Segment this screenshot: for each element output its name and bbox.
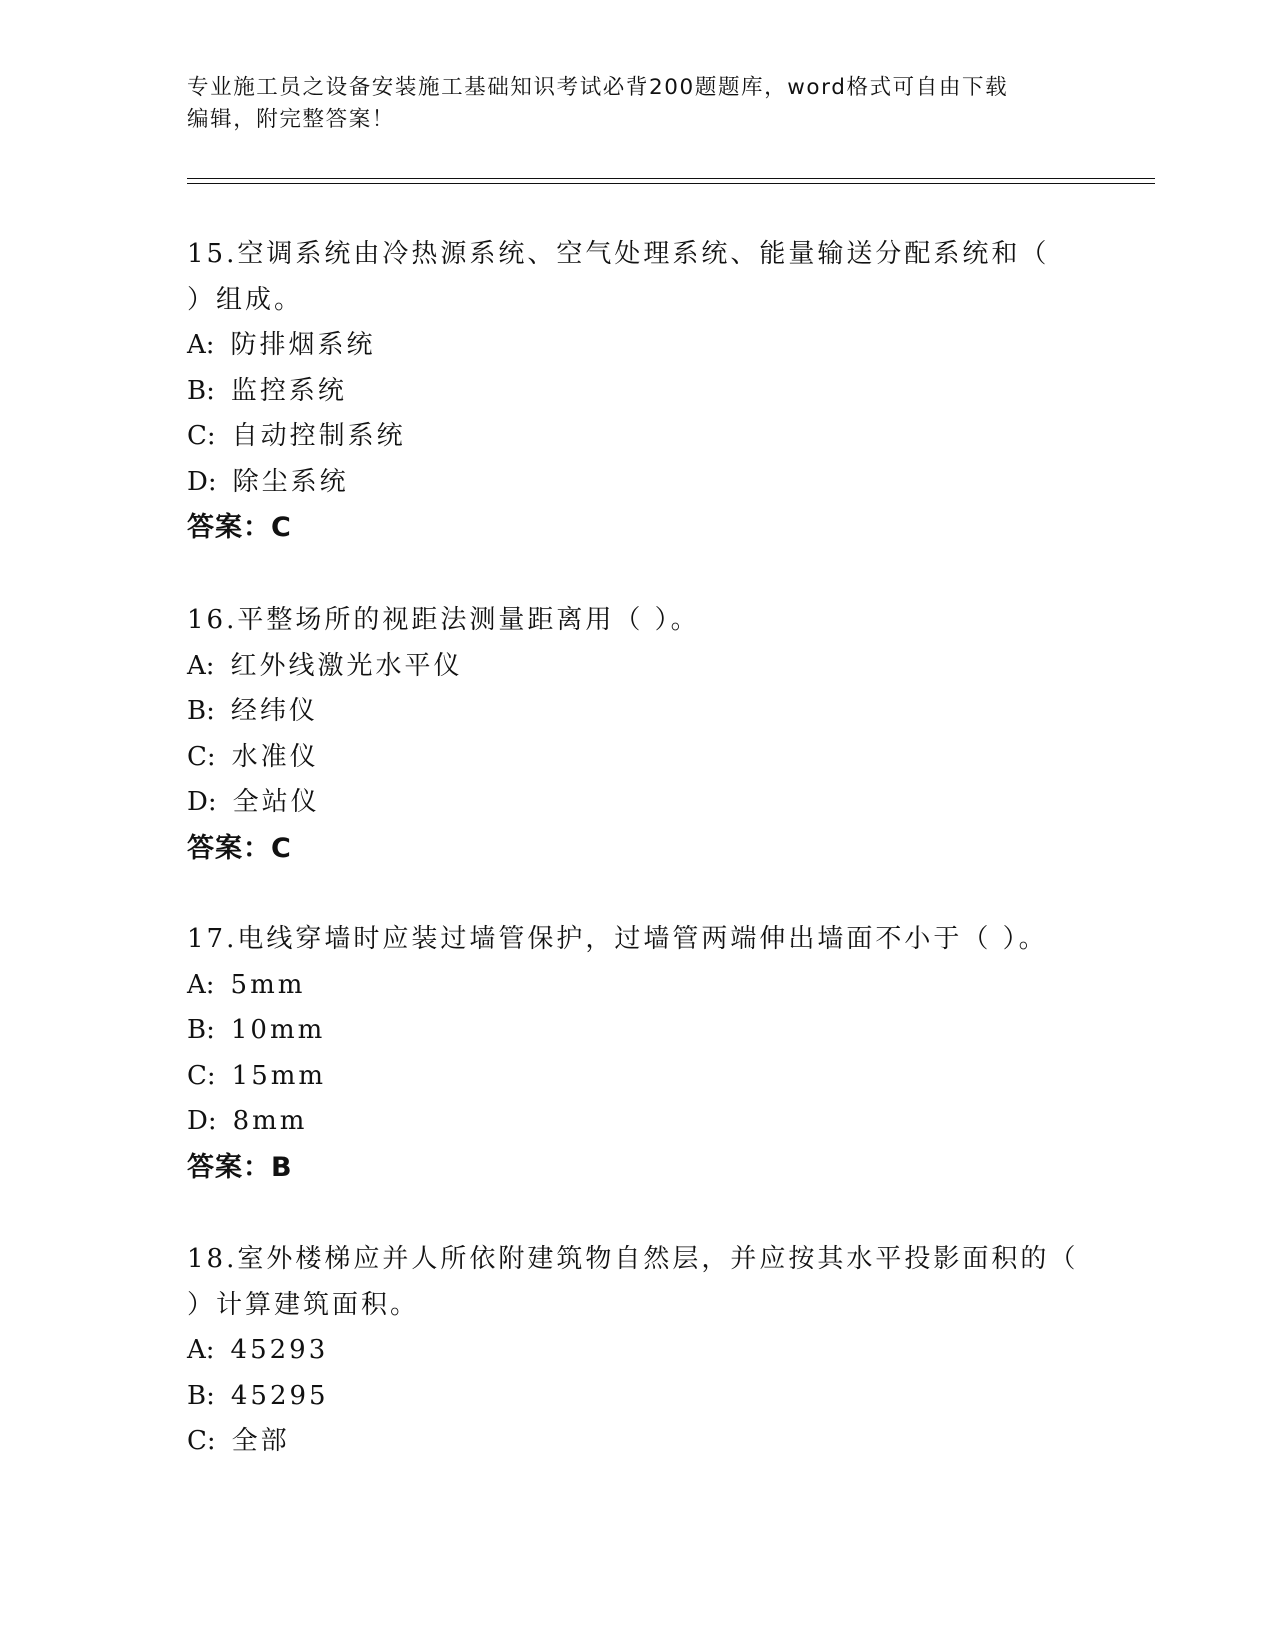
option-text: 10mm <box>230 1015 326 1045</box>
option-letter: A: <box>187 1335 215 1365</box>
option-a <box>187 1328 1087 1374</box>
option-text: 防排烟系统 <box>230 330 376 360</box>
option-text: 除尘系统 <box>232 466 349 497</box>
option-b <box>187 369 1087 415</box>
question-stem-continued: ）组成。 <box>187 284 304 315</box>
option-text: 红外线激光水平仪 <box>230 650 463 681</box>
option-a <box>187 963 1087 1009</box>
option-text: 15mm <box>231 1060 327 1091</box>
header-line-1: 专业施工员之设备安装施工基础知识考试必背200题题库，word格式可自由下载 <box>187 75 1009 100</box>
option-b <box>187 1008 1087 1054</box>
question-stem: 15.空调系统由冷热源系统、空气处理系统、能量输送分配系统和（ <box>187 239 1050 269</box>
option-text: 8mm <box>232 1106 308 1136</box>
option-b <box>187 689 1087 735</box>
option-letter: B: <box>187 1015 215 1045</box>
option-letter: C: <box>187 421 216 451</box>
option-text: 5mm <box>230 969 306 1000</box>
option-c <box>187 1054 1087 1100</box>
option-letter: D: <box>187 466 217 497</box>
question-16 <box>187 598 1087 872</box>
option-b <box>187 1374 1087 1420</box>
option-c <box>187 735 1087 781</box>
option-d <box>187 780 1087 826</box>
option-letter: C: <box>187 1060 216 1091</box>
option-text: 监控系统 <box>230 375 347 406</box>
option-text: 45295 <box>230 1380 329 1411</box>
option-letter: D: <box>187 1106 217 1136</box>
option-text: 全站仪 <box>232 787 320 817</box>
header-divider-top <box>187 178 1155 179</box>
question-stem-continued: ）计算建筑面积。 <box>187 1289 420 1320</box>
option-text: 自动控制系统 <box>231 421 406 451</box>
option-letter: B: <box>187 1380 215 1411</box>
option-letter: C: <box>187 1426 216 1456</box>
option-a <box>187 644 1087 690</box>
option-c <box>187 414 1087 460</box>
question-18 <box>187 1237 1087 1465</box>
header-line-2: 编辑，附完整答案！ <box>187 107 395 132</box>
option-letter: A: <box>187 330 215 360</box>
option-text: 水准仪 <box>231 741 319 772</box>
answer-label: 答案：B <box>187 1151 293 1183</box>
option-a <box>187 323 1087 369</box>
question-stem: 18.室外楼梯应并人所依附建筑物自然层，并应按其水平投影面积的（ <box>187 1244 1079 1274</box>
option-letter: C: <box>187 741 216 772</box>
document-header <box>187 72 1067 136</box>
option-letter: A: <box>187 650 215 681</box>
option-letter: B: <box>187 696 215 726</box>
option-text: 45293 <box>230 1335 329 1365</box>
question-stem: 17.电线穿墙时应装过墙管保护，过墙管两端伸出墙面不小于（ ）。 <box>187 924 1048 954</box>
answer-label: 答案：C <box>187 832 292 864</box>
option-d <box>187 1099 1087 1145</box>
option-letter: B: <box>187 375 215 406</box>
question-17 <box>187 917 1087 1191</box>
option-letter: D: <box>187 787 217 817</box>
option-c <box>187 1419 1087 1465</box>
option-text: 全部 <box>231 1426 290 1456</box>
option-d <box>187 460 1087 506</box>
answer-label: 答案：C <box>187 512 292 543</box>
option-text: 经纬仪 <box>230 696 318 726</box>
header-divider-bottom <box>187 183 1155 184</box>
option-letter: A: <box>187 969 215 1000</box>
question-stem: 16.平整场所的视距法测量距离用（ ）。 <box>187 605 700 635</box>
question-15 <box>187 232 1087 551</box>
